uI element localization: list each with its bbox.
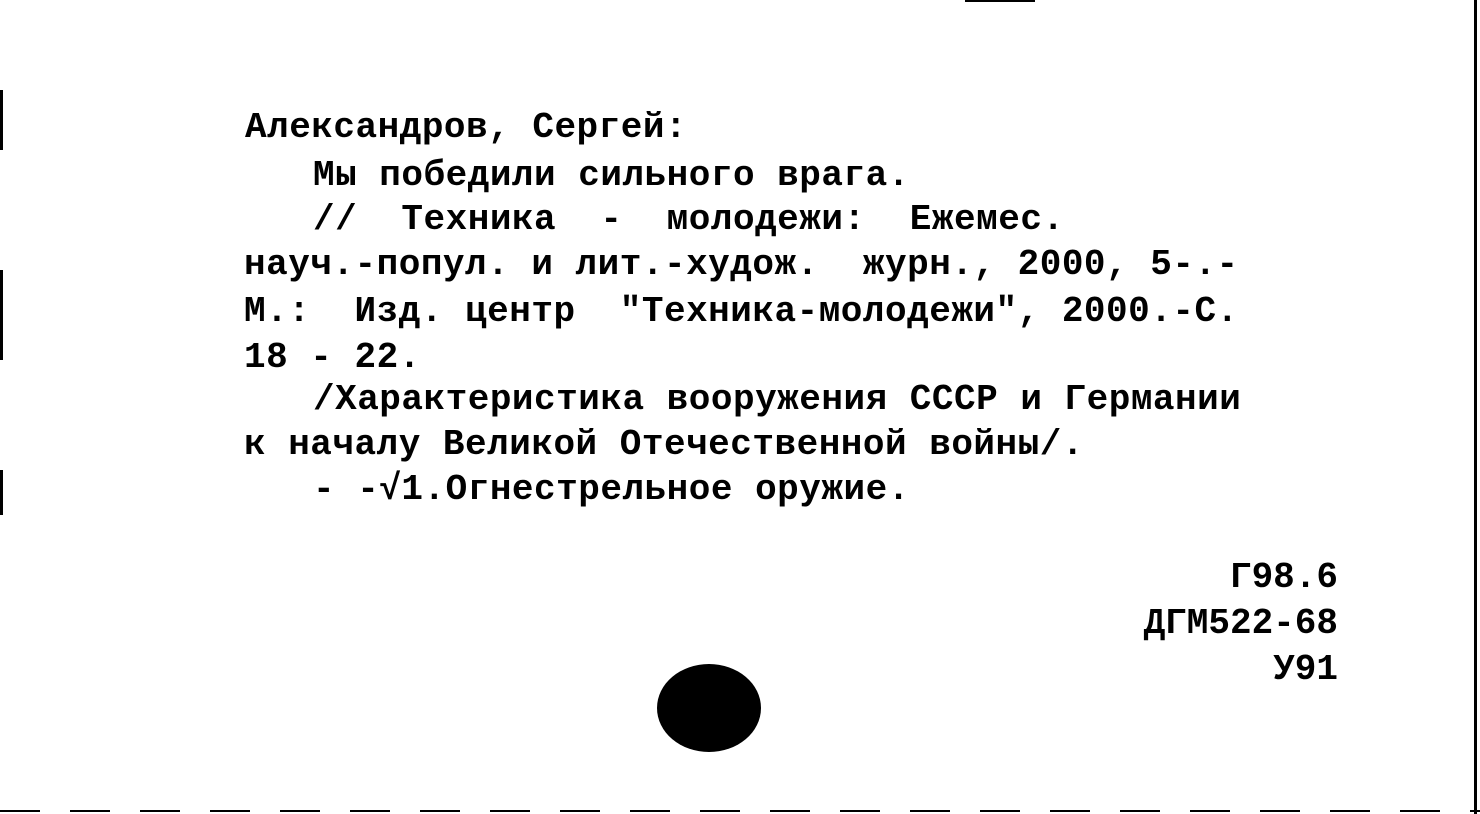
title-line: Мы победили сильного врага. xyxy=(313,155,910,196)
call-number: ДГМ522-68 xyxy=(1143,603,1338,644)
punch-hole-mark xyxy=(657,664,761,752)
card-left-edge-mark xyxy=(0,470,3,515)
card-left-edge-mark xyxy=(0,90,3,150)
author-heading: Александров, Сергей: xyxy=(245,107,688,148)
card-right-edge xyxy=(1474,0,1477,814)
annotation-line: к началу Великой Отечественной войны/. xyxy=(244,424,1084,465)
card-bottom-edge xyxy=(0,810,1480,812)
annotation-line: /Характеристика вооружения СССР и Германии xyxy=(313,379,1242,420)
card-top-edge-mark xyxy=(965,0,1035,2)
card-left-edge-mark xyxy=(0,270,3,360)
source-line: науч.-попул. и лит.-худож. журн., 2000, 5-.- xyxy=(244,244,1239,285)
call-number: У91 xyxy=(1273,649,1338,690)
subject-entry: - -√1.Огнестрельное оружие. xyxy=(313,469,910,510)
pages-line: 18 - 22. xyxy=(244,337,421,378)
call-number: Г98.6 xyxy=(1229,557,1338,598)
source-line: // Техника - молодежи: Ежемес. xyxy=(313,199,1065,240)
source-line: М.: Изд. центр "Техника-молодежи", 2000.-С. xyxy=(244,291,1239,332)
